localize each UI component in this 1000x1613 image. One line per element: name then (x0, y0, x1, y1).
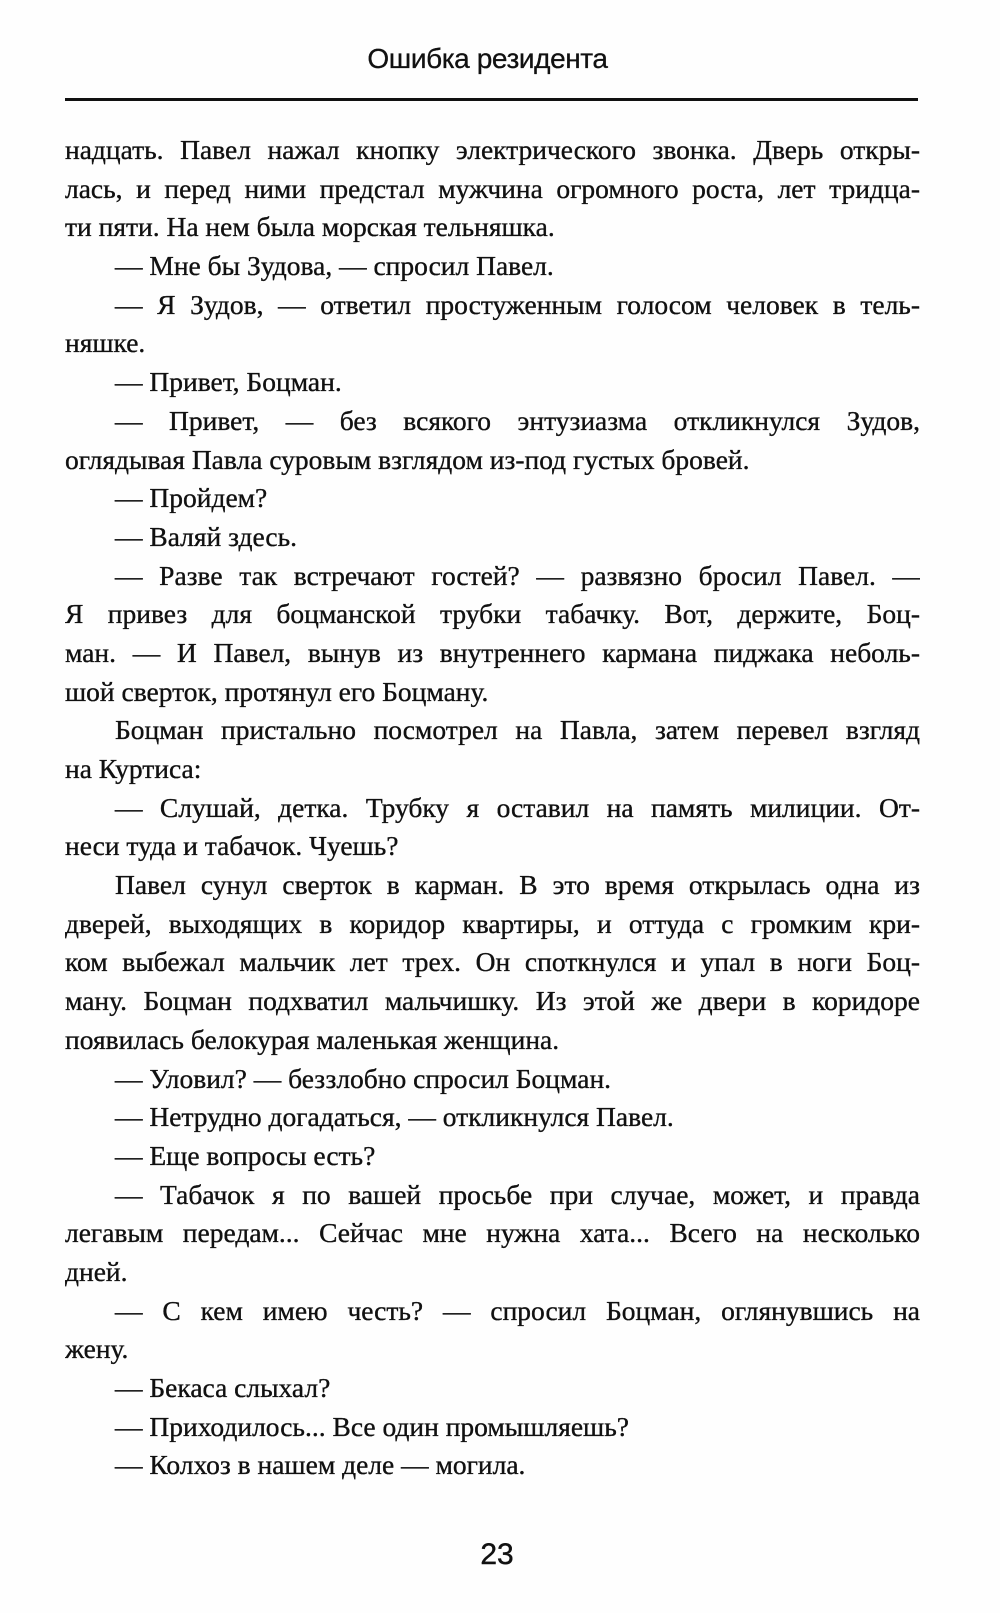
paragraph (65, 1176, 920, 1292)
text-line: шой сверток, протянул его Боцману. (65, 675, 489, 707)
page-body-text (65, 131, 920, 1485)
header-divider (65, 98, 918, 101)
text-line: — Привет, Боцман. (115, 366, 342, 398)
paragraph (65, 1369, 920, 1408)
text-line: — Я Зудов, — ответил простуженным голосом человек в тель- (115, 288, 920, 320)
text-line: ману. Боцман подхватил мальчишку. Из этой же двери в коридоре (65, 985, 920, 1017)
running-head-title: Ошибка резидента (367, 43, 608, 74)
text-line: — Колхоз в нашем деле — могила. (115, 1449, 526, 1481)
paragraph (65, 1098, 920, 1137)
text-line: — Разве так встречают гостей? — развязно бросил Павел. — (115, 559, 920, 591)
paragraph (65, 1060, 920, 1099)
paragraph (65, 1446, 920, 1485)
paragraph (65, 363, 920, 402)
text-line: — Нетрудно догадаться, — откликнулся Павел. (115, 1101, 674, 1133)
text-line: ком выбежал мальчик лет трех. Он споткнулся и упал в ноги Боц- (65, 946, 920, 978)
text-line: — Табачок я по вашей просьбе при случае, может, и правда (115, 1178, 920, 1210)
paragraph (65, 789, 920, 866)
text-line: на Куртиса: (65, 753, 202, 784)
text-line: няшке. (65, 327, 146, 359)
text-line: — Бекаса слыхал? (115, 1372, 331, 1403)
text-line: надцать. Павел нажал кнопку электрического звонка. Дверь откры- (65, 134, 920, 165)
paragraph (65, 518, 920, 557)
text-line: дней. (65, 1255, 128, 1287)
paragraph (65, 711, 920, 788)
text-line: — Мне бы Зудова, — спросил Павел. (115, 250, 554, 282)
text-line: лась, и перед ними предстал мужчина огромного роста, лет тридца- (65, 172, 920, 204)
text-line: Я привез для боцманской трубки табачку. Вот, держите, Боц- (65, 598, 920, 630)
text-line: — Приходилось... Все один промышляешь? (115, 1410, 629, 1442)
paragraph (65, 402, 920, 479)
text-line: неси туда и табачок. Чуешь? (65, 830, 399, 862)
text-line: жену. (65, 1333, 129, 1365)
paragraph (65, 1292, 920, 1369)
text-line: — Пройдем? (115, 482, 268, 514)
paragraph (65, 1137, 920, 1176)
text-line: — Валяй здесь. (115, 520, 297, 552)
paragraph (65, 557, 920, 712)
text-line: легавым передам... Сейчас мне нужна хата... Всего на несколько (65, 1217, 920, 1249)
text-line: Боцман пристально посмотрел на Павла, затем перевел взгляд (115, 714, 920, 746)
text-line: — Привет, — без всякого энтузиазма откликнулся Зудов, (115, 404, 920, 436)
text-line: появилась белокурая маленькая женщина. (65, 1023, 560, 1055)
text-line: — Уловил? — беззлобно спросил Боцман. (115, 1062, 612, 1094)
text-line: Павел сунул сверток в карман. В это время открылась одна из (115, 869, 920, 901)
text-line: ман. — И Павел, вынув из внутреннего кармана пиджака неболь- (65, 636, 920, 668)
paragraph (65, 131, 920, 247)
text-line: ти пяти. На нем была морская тельняшка. (65, 211, 555, 243)
paragraph (65, 866, 920, 1059)
text-line: — С кем имею честь? — спросил Боцман, оглянувшись на (115, 1294, 920, 1326)
paragraph (65, 1408, 920, 1447)
text-line: — Еще вопросы есть? (115, 1139, 376, 1171)
paragraph (65, 286, 920, 363)
page-number: 23 (480, 1538, 514, 1571)
paragraph (65, 247, 920, 286)
paragraph (65, 479, 920, 518)
text-line: — Слушай, детка. Трубку я оставил на память милиции. От- (115, 791, 920, 823)
text-line: дверей, выходящих в коридор квартиры, и оттуда с громким кри- (65, 907, 920, 939)
text-line: оглядывая Павла суровым взглядом из-под густых бровей. (65, 443, 750, 475)
